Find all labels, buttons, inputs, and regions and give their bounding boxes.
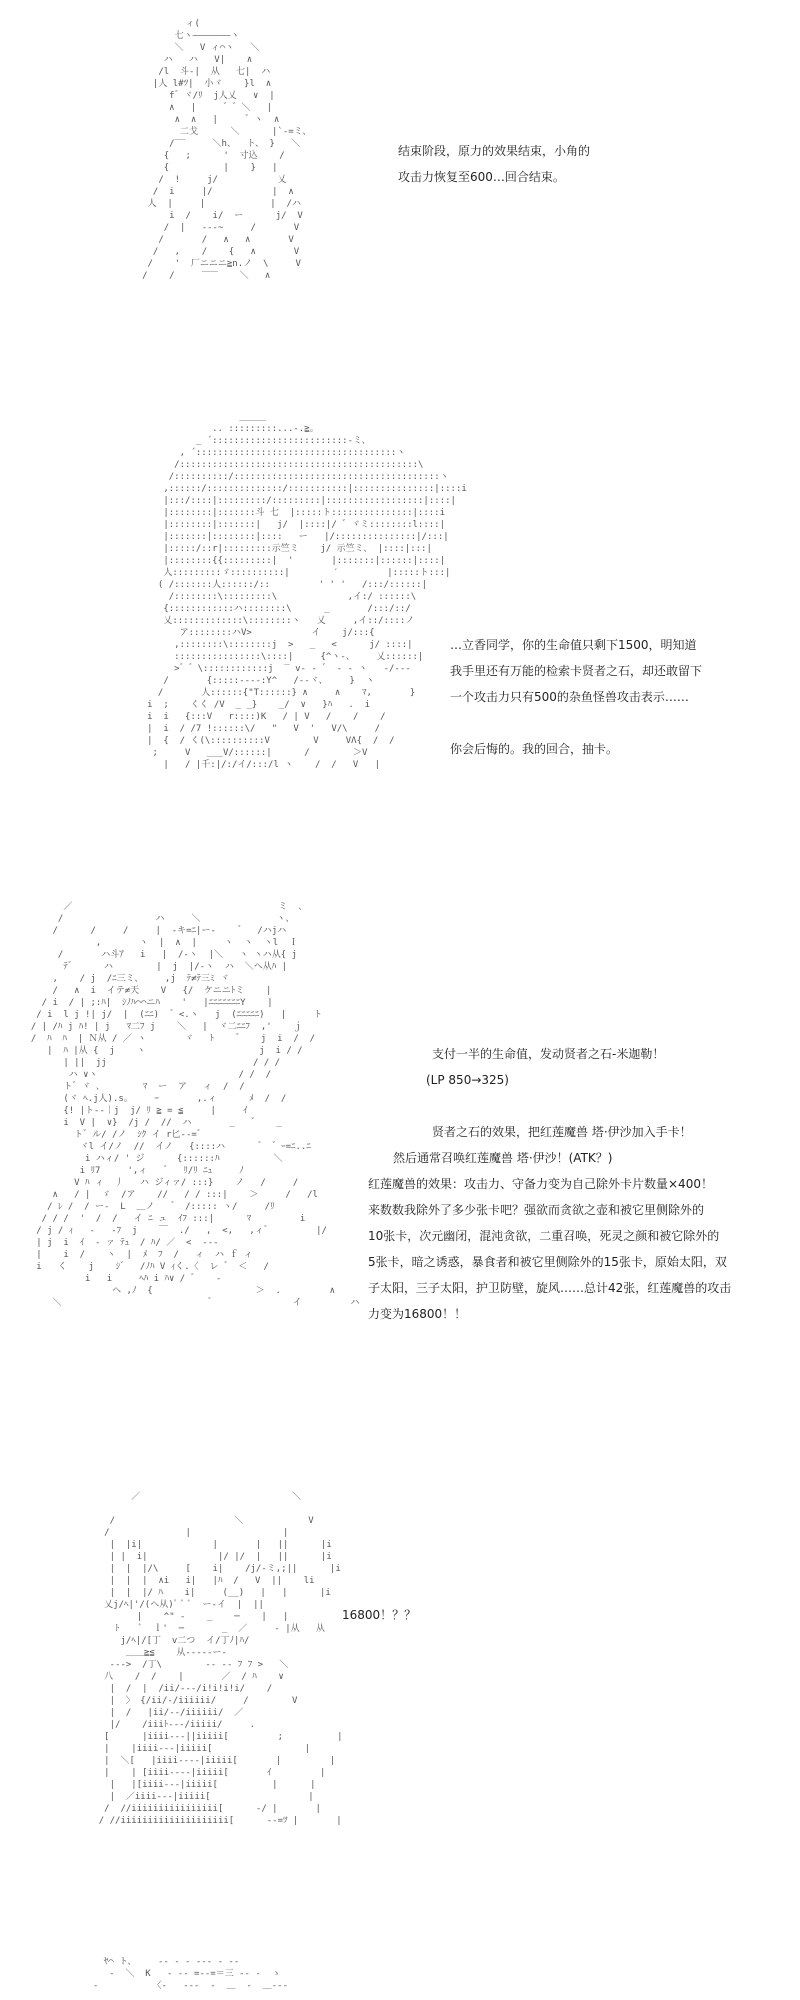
ascii-art-2: _____ .. :::::::::...-.≧｡ _ ´:::::::::::::::::::::::::-ミ、 , ´:::::::::::::::::::::::::::::::::::::ヽ /::::::::::::::::::::::::::::::::::::::::::::\ /::::::::::/::::::::::::::::::::::::::::::::::::::ヽ ,::::::/::::::::::::::/:::::::::::|:::::::::::::::|::::i |:::/::::|:::::::::/:::::::::|::::::::::::::::::|::::| |::::::::|:::::::斗 七 |:::::ト:::::::::::::::|::::i |::::::::|:::::::| j/ |::::|/ ゛ヾミ::::::::l::::| |:::::::|::::::::|:::: ー |/:::::::::::::::|/:::| |:::::/::r|:::::::::示竺ミ j/ 示竺ミ、 |::::|:::| |::::::::{{:::::::::| ' |:::::::|::::::|::::| 人:::::::::ゞ::::::::::| ′ |:::::ト:::| ( /:::::::人::::::/:: ' ' ' /:::/::::::| /::::::::\:::::::::\ ,イ:/ ::::::\ {::::::::::::ハ::::::::\ _ /:::/::/ 乂:::::::::::::\::::::::ヽ 乂 ,イ::/::::ノ ア::::::::ハV> イ j/:::{ ,::::::::\::::::::j > _ < j/ ::::| ::::::::::::::::\::::| {^ヽ‐、 乂::::::| >゛゛\::::::::::::j ‾ v‐ ‐ ゛ ‐ ‐ ヽ -/-‐‐ / {:::::‐‐‐‐:Y^ /‐‐ヾ、 } ヽ / 人::::::{"T::::::} ∧ ∧ ﾏ, } i ; くく /V _ _} _/ ∨ }ﾊ . i i i {:::V r::::)K / | V / / / | i / /7 !::::::\/ " V ' V/\ / | { / く(\::::::::::V V VΛ{ / / ; V ___V/::::::| / ＞V | / |千:|/:/イ/:::/l ヽ / / V | [147, 412, 467, 770]
dialogue-line [368, 1093, 731, 1119]
dialogue-line: 然后通常召唤红莲魔兽 塔·伊沙！(ATK？) [393, 1151, 613, 1165]
ascii-art-3: ／ ミ 、 / ハ ＼ ヽ、 / / / | ‐キ=ﾆ|ー‐ ゛ /ハjハ , ヽ | ∧ | ヽ ヽ ヽl Ｉ / ハ斗ｱ i | /‐ヽ |＼ ヽ ヽハ从{ j ﾃ゛ ハ | j |/‐ヽ ハ ＼へ从ﾊ | , / j /ﾆ三ミ、 ,j ﾃ≠ﾃ三ﾐ ヾ / ∧ i イテ≠天 V {/ ケニニﾄミ | / i / | ;:ﾊ| ｼﾉﾊ⌒⌒ニﾊ ' |ﾆﾆﾆﾆﾆﾆﾆY | / i l j !| j/ | (ﾆﾆ) ゛<.ヽ j (ﾆﾆﾆﾆﾆ) | ト / | /ﾊ j ﾊ! | j ﾏ二ﾌ j ＼ | ヾ二ﾆﾆﾌ ,' ｊ / ﾊ ﾊ | Ｎ从 / ／ ヽ ヾ ﾄ ゛ j i / / | ﾊ |从 { j ヽ j i / / | || jj / / / ハ ∨ヽ / / / ト゛ヾ 、 ﾏ ー ア ィ / / (ヾ ﾍ.j人).s。 ｰ ,.ィ ﾒ / / {! |ト‐‐｜j j/ ﾘ ≧ = ≦ | ｲ i V | ∨} /j / // ハ _ ゛ _ ト゛ル/ /ノ ｼｸ イ r匕‐‐=゛ ヾl イ/ノ // イノ {::::ハ ゛ ゛ｰ=ﾆ..ﾆ i ハィ/ ' ジ {::::::ﾊ ＼ i ﾘ7 ',ィ ゛ ﾘ/ﾘ ﾆｭ ﾉ V ﾊ ィ 丿 ハ ジィァ/ :::} ノ / / ∧ / | ゞ /ア // / / :::| ＞ / /l / ﾚ / / ー‐ L ＿ノ ゛ /::::: ヽ/ /ﾘ / / / ' / / イ ﾆ ュ ｲﾌ :::| ﾏ i / j / ｨ ‐ ‐ﾌ j ￣ ./ , <, ,ィ゛ |/ | j i ｲ - ァ ﾃｭ / ﾊ/ ／ < ‐‐‐ | i / ヽ | ﾒ ﾌ / ィ ハ ｆ ィ i く j ｼ゛ /ﾉﾊ V ｨく.〈 レ ゛ ＜ / i i ﾍﾊ i ﾊ∨ / ゛ ‐ ヘ ,ﾉ { ＞ . ∧ ＼ ゛ イ ハ [30, 902, 360, 1308]
dialogue-line: (LP 850→325) [426, 1073, 509, 1087]
dialogue-line: 一个攻击力只有500的杂鱼怪兽攻击表示…… [450, 690, 689, 704]
dialogue-line: …立香同学，你的生命值只剩下1500，明知道 [450, 638, 697, 652]
dialogue-line: 攻击力恢复至600…回合结束。 [398, 170, 565, 184]
panel-2 [0, 405, 800, 875]
panel-5 [0, 1952, 800, 2000]
dialogue-4 [342, 1602, 416, 1628]
ascii-art-4: ／ ＼ / ＼ V / | | | |i| | | || |i | | i| |/ |/ | || |i | | |/\ [ i| /j/‐ミ,;|| |i | | | ∧i i| |ﾊ / V || li | | |/ ﾊ i| (__) | | |i 乂j/ﾍ|'/(ヘ从)ﾟ ﾞ ﾞ ー‐イ | || | ^" ‐ _ ─ | | ﾄ ﾞ ｌ' ─ _ ／ ‐ |从 从 j/ﾍ|/[丁 v二つ イ/丁ﾉ|ﾊ/ ＿＿≧≦ 从‐‐‐‐‐ー‐ ‐‐‐> /丁\ ‐‐ ‐‐ ﾌ ﾌ > ＼ 八 / / | ／ / ﾊ ∨ | / | /ii/‐‐‐/i!i!i!i/ / | 〉 {/ii/‐/iiiiii/ / V | / |ii/‐‐/iiiiii/ ／ |/ /iiiﾄ‐‐‐/iiiii/ . [ |iiii‐‐‐||iiiii[ ; | | |iiii‐‐‐|iiiii[ | | ＼[ |iiii‐‐‐‐|iiiii[ | | | | [iiii‐‐‐‐|iiiii[ ｲ | | |[iiii‐‐‐|iiiii[ | | | ／iiii‐‐‐|iiiii[ | / //iiiiiiiiiiiiiiii[ ‐/ | | / //iiiiiiiiiiiiiiiiiiii[ ‐‐=ﾂ | | [98, 1492, 343, 1826]
dialogue-line: 来数数我除外了多少张卡吧？强欲而贪欲之壶和被它里侧除外的 [368, 1203, 705, 1217]
dialogue-line: 红莲魔兽的效果：攻击力、守备力变为自己除外卡片数量×400！ [368, 1177, 713, 1191]
dialogue-line: 5张卡，暗之诱惑，暴食者和被它里侧除外的15张卡，原始太阳，双 [368, 1255, 727, 1269]
dialogue-1 [398, 138, 590, 190]
dialogue-line: 16800！？？ [342, 1608, 417, 1622]
panel-1 [0, 0, 800, 390]
dialogue-2 [450, 632, 702, 762]
dialogue-3 [368, 1041, 731, 1327]
dialogue-line: 你会后悔的。我的回合，抽卡。 [450, 742, 619, 756]
ascii-art-5: ﾔ⌒ ト、 ‐‐ ‐ ‐ ‐‐‐ ‐ ‐‐ ‐ ＼ K ‐ ‐‐ =‐‐=＝三 ‐‐ ‐ ゝ ‐ 〈‐ ‐‐‐ ‐ ＿ ‐ ＿‐‐‐ [92, 1957, 288, 1991]
panel-3 [0, 895, 800, 1455]
dialogue-line: 结束阶段，原力的效果结束，小角的 [398, 144, 591, 158]
dialogue-line: 贤者之石的效果，把红莲魔兽 塔·伊沙加入手卡！ [432, 1125, 692, 1139]
dialogue-line [450, 710, 702, 736]
ascii-art-1: ィ( 七ヽ———————ヽ ＼ V ィ⌒ヽ ＼ ハ ハ V| ∧ /l 斗-| 从 七| ハ |人 l#ﾂ| 小ヾ }l ∧ f゛ヾ/ﾘ j人乂 ∨ | ∧ | ゛゛＼ | ∧ ∧ | ゛ヽ ∧ 二戈 ＼ |`‐=ミ、 /‾‾ ＼h、 ト、 } ＼ { ; ' 寸込 / { | } | / ! j/ 乂 / i |/ | ∧ 人 | | | /ハ i / i/ ー j/ V / | ‐‐‐~ / V / / ∧ ∧ V / , / { ∧ V / ' 厂ニニニ≧n.ノ \ V / / ‾‾‾ ＼ ∧ [142, 19, 312, 281]
dialogue-line: 支付一半的生命值，发动贤者之石-米迦勒！ [432, 1047, 665, 1061]
dialogue-line: 子太阳，三子太阳，护卫防壁，旋风……总计42张，红莲魔兽的攻击 [368, 1281, 732, 1295]
dialogue-line: 我手里还有万能的检索卡贤者之石，却还敢留下 [450, 664, 703, 678]
dialogue-line: 10张卡，次元幽闭，混沌贪欲，二重召唤，死灵之颜和被它除外的 [368, 1229, 720, 1243]
panel-4 [0, 1485, 800, 1905]
dialogue-line: 力变为16800！！ [368, 1307, 467, 1321]
